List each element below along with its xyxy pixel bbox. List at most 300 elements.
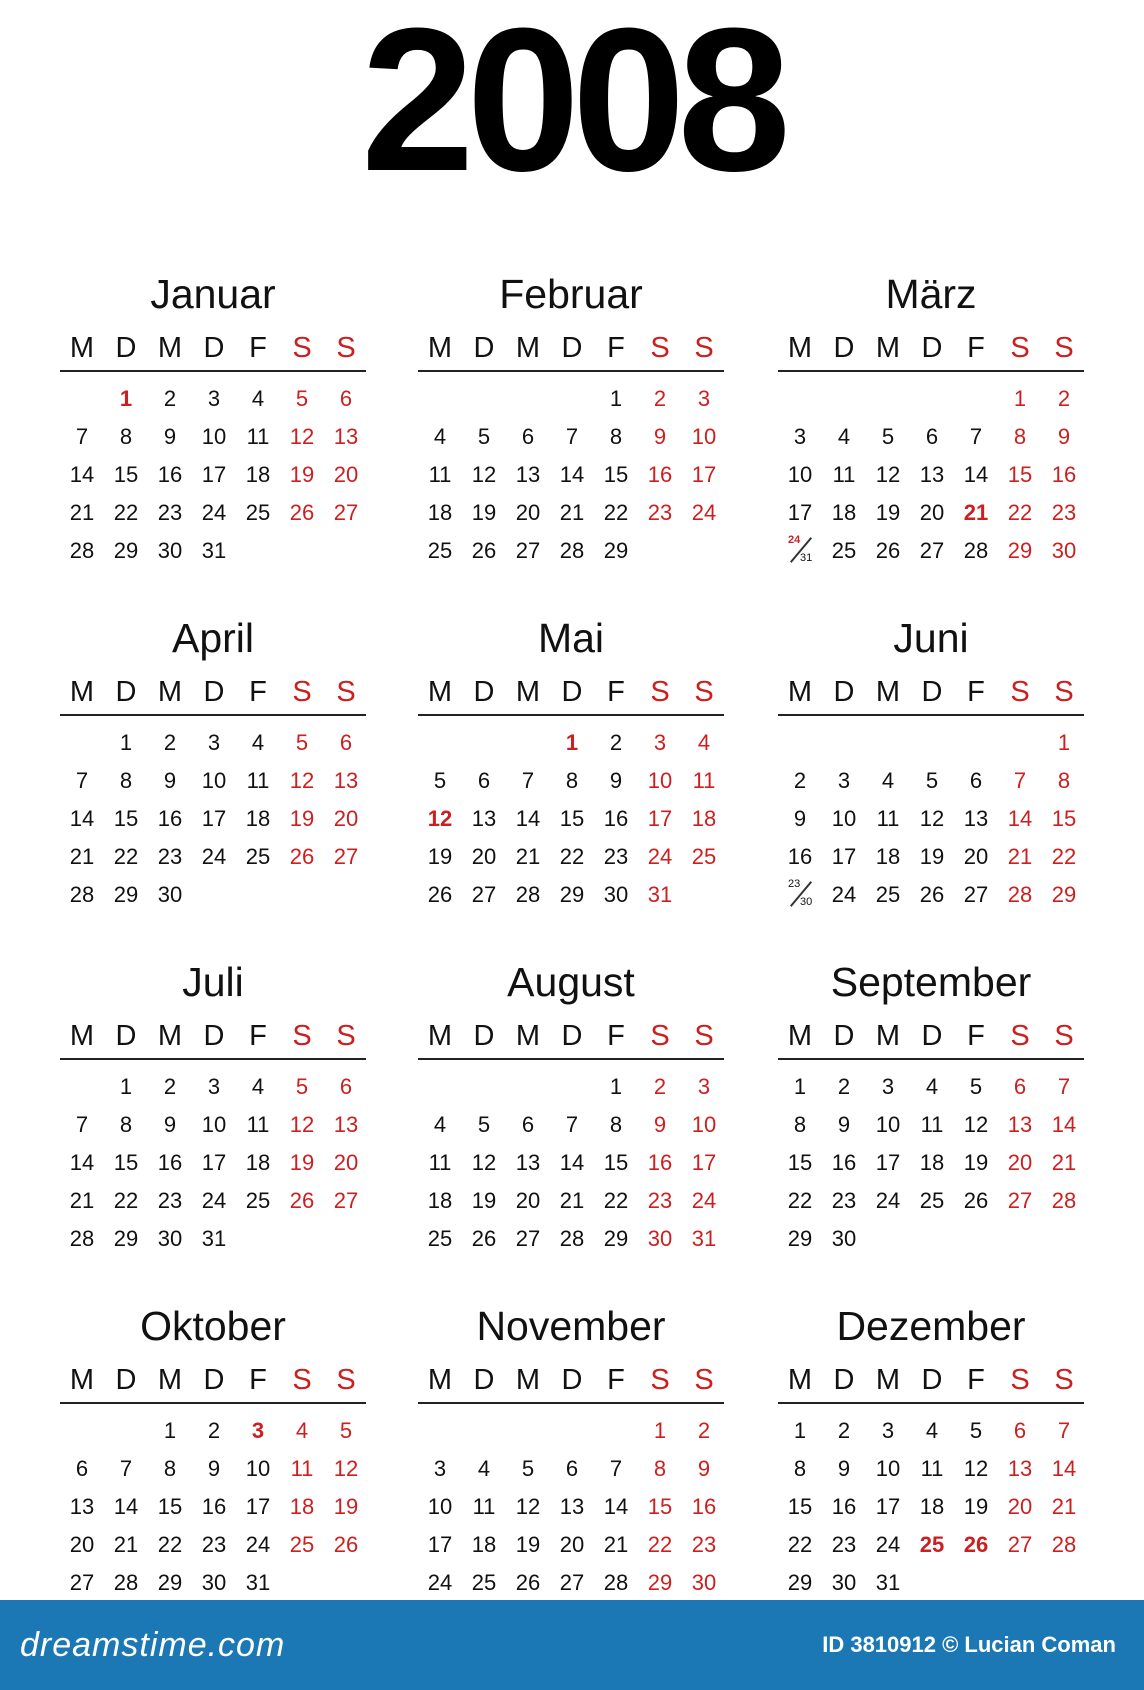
day-cell: 11: [246, 424, 270, 449]
day-cell: 22: [113, 844, 139, 869]
weekday-label: S: [336, 1364, 356, 1396]
day-cell: 16: [831, 1150, 857, 1175]
day-cell: 3: [697, 386, 711, 411]
day-cell: 6: [339, 1074, 353, 1099]
day-cell: 4: [433, 424, 447, 449]
day-cell: 30: [691, 1570, 717, 1595]
day-split-bottom: 30: [800, 896, 813, 908]
weekday-label: S: [336, 332, 356, 364]
day-cell: 26: [289, 500, 315, 525]
day-cell: 5: [969, 1418, 983, 1443]
weekday-label: S: [1054, 1020, 1074, 1052]
day-cell: 23: [831, 1188, 857, 1213]
weekday-label: S: [292, 676, 312, 708]
month-april: [60, 594, 366, 907]
day-cell: 24: [201, 500, 227, 525]
day-cell: 7: [565, 1112, 579, 1137]
day-cell: 19: [963, 1494, 989, 1519]
weekday-label: M: [427, 1020, 453, 1052]
weekday-label: F: [967, 1020, 985, 1052]
day-cell: 3: [207, 386, 221, 411]
day-cell: 24: [647, 844, 673, 869]
day-cell: 4: [251, 386, 265, 411]
day-cell: 16: [1051, 462, 1077, 487]
day-cell: 20: [515, 500, 541, 525]
day-cell: 16: [157, 462, 183, 487]
day-cell: 27: [333, 844, 359, 869]
weekday-label: M: [69, 332, 95, 364]
day-cell: 17: [875, 1150, 901, 1175]
day-cell: 23: [201, 1532, 227, 1557]
day-cell: 18: [919, 1494, 945, 1519]
header-rule: [60, 370, 366, 372]
weekday-label: D: [473, 332, 495, 364]
day-cell: 3: [837, 768, 851, 793]
day-cell: 27: [69, 1570, 95, 1595]
day-cell: 22: [787, 1188, 813, 1213]
weekday-label: S: [292, 1020, 312, 1052]
header-rule: [60, 714, 366, 716]
weekday-label: D: [833, 332, 855, 364]
day-cell: 28: [113, 1570, 139, 1595]
day-cell: 2: [163, 386, 177, 411]
day-cell: 25: [831, 538, 857, 563]
day-cell: 17: [787, 500, 813, 525]
day-cell: 4: [251, 730, 265, 755]
day-cell: 9: [837, 1112, 851, 1137]
day-cell: 17: [201, 806, 227, 831]
day-cell: 27: [559, 1570, 585, 1595]
day-cell: 25: [691, 844, 717, 869]
header-rule: [418, 370, 724, 372]
day-cell: 29: [647, 1570, 673, 1595]
day-cell: 16: [201, 1494, 227, 1519]
day-cell: 4: [295, 1418, 309, 1443]
month-november: [418, 1282, 724, 1595]
day-cell: 9: [793, 806, 807, 831]
day-cell: 22: [113, 1188, 139, 1213]
weekday-label: D: [473, 1364, 495, 1396]
header-rule: [778, 1058, 1084, 1060]
day-cell: 16: [691, 1494, 717, 1519]
weekday-label: M: [787, 1364, 813, 1396]
day-cell: 9: [697, 1456, 711, 1481]
day-cell: 15: [113, 1150, 139, 1175]
day-cell: 21: [963, 500, 989, 525]
weekday-label: D: [473, 676, 495, 708]
day-cell: 19: [963, 1150, 989, 1175]
day-cell: 9: [1057, 424, 1071, 449]
weekday-label: D: [473, 1020, 495, 1052]
day-cell: 13: [333, 424, 359, 449]
weekday-label: F: [967, 676, 985, 708]
weekday-header: [778, 672, 1086, 712]
day-cell: 14: [1051, 1456, 1077, 1481]
month-name: Oktober: [140, 1303, 286, 1349]
day-cell: 3: [881, 1074, 895, 1099]
day-cell: 4: [251, 1074, 265, 1099]
day-cell: 18: [245, 462, 271, 487]
day-cell: 7: [75, 768, 89, 793]
day-cell: 15: [559, 806, 585, 831]
header-rule: [60, 1402, 366, 1404]
day-cell: 4: [697, 730, 711, 755]
day-cell: 21: [515, 844, 541, 869]
day-cell: 3: [793, 424, 807, 449]
weekday-label: M: [69, 1020, 95, 1052]
day-cell: 21: [113, 1532, 139, 1557]
day-cell: 20: [333, 806, 359, 831]
weekday-header: [418, 672, 726, 712]
weekday-label: D: [921, 1364, 943, 1396]
day-cell: 9: [163, 768, 177, 793]
day-cell: 25: [245, 500, 271, 525]
weekday-label: M: [427, 676, 453, 708]
day-cell: 24: [875, 1532, 901, 1557]
day-cell: 11: [832, 462, 856, 487]
weekday-label: D: [203, 676, 225, 708]
day-cell: 12: [963, 1456, 989, 1481]
day-split-cell: [778, 876, 822, 914]
weekday-header: [60, 328, 368, 368]
month-september: [778, 938, 1084, 1251]
weekday-label: F: [607, 1364, 625, 1396]
day-cell: 15: [603, 462, 629, 487]
day-cell: 14: [69, 1150, 95, 1175]
day-cell: 13: [69, 1494, 95, 1519]
day-cell: 19: [289, 1150, 315, 1175]
day-cell: 27: [1007, 1188, 1033, 1213]
day-cell: 20: [963, 844, 989, 869]
day-cell: 16: [787, 844, 813, 869]
day-cell: 22: [647, 1532, 673, 1557]
day-cell: 28: [963, 538, 989, 563]
day-cell: 13: [919, 462, 945, 487]
day-cell: 7: [609, 1456, 623, 1481]
day-cell: 20: [333, 1150, 359, 1175]
day-cell: 30: [157, 1226, 183, 1251]
day-cell: 10: [875, 1456, 901, 1481]
day-cell: 2: [653, 1074, 667, 1099]
day-cell: 20: [471, 844, 497, 869]
day-cell: 23: [157, 1188, 183, 1213]
day-cell: 6: [925, 424, 939, 449]
day-cell: 4: [925, 1418, 939, 1443]
day-cell: 20: [1007, 1494, 1033, 1519]
day-cell: 16: [647, 1150, 673, 1175]
day-cell: 25: [245, 1188, 271, 1213]
day-cell: 8: [653, 1456, 667, 1481]
weekday-label: M: [787, 1020, 813, 1052]
day-cell: 21: [69, 1188, 95, 1213]
month-mai: [418, 594, 724, 907]
day-cell: 23: [1051, 500, 1077, 525]
weekday-label: M: [875, 332, 901, 364]
weekday-header: [60, 672, 368, 712]
day-cell: 27: [1007, 1532, 1033, 1557]
weekday-label: S: [1010, 676, 1030, 708]
day-cell: 22: [603, 500, 629, 525]
weekday-label: S: [650, 676, 670, 708]
day-cell: 29: [1007, 538, 1033, 563]
day-cell: 7: [521, 768, 535, 793]
day-cell: 19: [471, 1188, 497, 1213]
day-cell: 8: [609, 424, 623, 449]
day-cell: 7: [565, 424, 579, 449]
day-cell: 1: [1057, 730, 1071, 755]
day-cell: 8: [163, 1456, 177, 1481]
day-cell: 27: [515, 538, 541, 563]
day-cell: 15: [647, 1494, 673, 1519]
day-cell: 25: [875, 882, 901, 907]
day-cell: 17: [647, 806, 673, 831]
day-cell: 29: [559, 882, 585, 907]
day-cell: 5: [339, 1418, 353, 1443]
day-cell: 28: [603, 1570, 629, 1595]
day-cell: 20: [515, 1188, 541, 1213]
weekday-label: S: [650, 1020, 670, 1052]
day-cell: 23: [647, 500, 673, 525]
weekday-label: F: [967, 1364, 985, 1396]
day-cell: 16: [603, 806, 629, 831]
weekday-label: M: [515, 1364, 541, 1396]
day-cell: 18: [427, 1188, 453, 1213]
day-cell: 9: [653, 424, 667, 449]
day-cell: 29: [1051, 882, 1077, 907]
day-cell: 6: [339, 386, 353, 411]
day-cell: 24: [875, 1188, 901, 1213]
weekday-label: D: [115, 332, 137, 364]
weekday-header: [418, 328, 726, 368]
day-cell: 5: [477, 1112, 491, 1137]
weekday-label: D: [203, 1364, 225, 1396]
day-cell: 5: [433, 768, 447, 793]
weekday-label: M: [875, 1020, 901, 1052]
day-cell: 2: [653, 386, 667, 411]
day-cell: 8: [119, 424, 133, 449]
day-cell: 22: [113, 500, 139, 525]
month-oktober: [60, 1282, 366, 1595]
month-august: [418, 938, 724, 1251]
image-credit: ID 3810912 © Lucian Coman: [822, 1632, 1116, 1657]
day-cell: 15: [1051, 806, 1077, 831]
day-cell: 18: [245, 806, 271, 831]
weekday-label: F: [607, 1020, 625, 1052]
weekday-label: D: [921, 332, 943, 364]
day-cell: 10: [245, 1456, 271, 1481]
day-cell: 21: [1007, 844, 1033, 869]
day-cell: 5: [969, 1074, 983, 1099]
day-split-cell: [778, 532, 822, 570]
day-cell: 12: [289, 424, 315, 449]
day-cell: 7: [75, 1112, 89, 1137]
weekday-label: S: [694, 1364, 714, 1396]
day-cell: 17: [691, 462, 717, 487]
day-cell: 2: [1057, 386, 1071, 411]
day-cell: 12: [471, 1150, 497, 1175]
day-cell: 30: [157, 538, 183, 563]
day-cell: 2: [163, 730, 177, 755]
day-cell: 2: [837, 1074, 851, 1099]
day-cell: 1: [119, 386, 133, 411]
weekday-label: M: [157, 332, 183, 364]
weekday-label: D: [921, 676, 943, 708]
weekday-label: M: [427, 332, 453, 364]
day-cell: 13: [333, 1112, 359, 1137]
day-cell: 4: [433, 1112, 447, 1137]
day-split-bottom: 31: [800, 552, 813, 564]
day-cell: 20: [559, 1532, 585, 1557]
month-name: Juli: [182, 959, 244, 1005]
day-cell: 28: [1051, 1532, 1077, 1557]
weekday-label: D: [561, 1364, 583, 1396]
day-cell: 3: [251, 1418, 265, 1443]
weekday-header: [778, 1360, 1086, 1400]
day-cell: 21: [69, 844, 95, 869]
day-cell: 23: [647, 1188, 673, 1213]
day-cell: 24: [691, 1188, 717, 1213]
day-cell: 23: [831, 1532, 857, 1557]
day-cell: 6: [477, 768, 491, 793]
day-cell: 20: [919, 500, 945, 525]
weekday-label: M: [515, 676, 541, 708]
weekday-label: M: [157, 1020, 183, 1052]
day-cell: 9: [609, 768, 623, 793]
day-cell: 11: [692, 768, 716, 793]
day-cell: 14: [603, 1494, 629, 1519]
day-cell: 7: [119, 1456, 133, 1481]
weekday-label: F: [249, 332, 267, 364]
day-cell: 8: [119, 1112, 133, 1137]
day-cell: 6: [521, 424, 535, 449]
day-cell: 26: [963, 1188, 989, 1213]
day-cell: 18: [471, 1532, 497, 1557]
day-cell: 31: [875, 1570, 901, 1595]
weekday-label: S: [1010, 1364, 1030, 1396]
weekday-label: M: [875, 676, 901, 708]
day-cell: 17: [691, 1150, 717, 1175]
weekday-label: S: [1010, 1020, 1030, 1052]
day-cell: 27: [471, 882, 497, 907]
weekday-label: D: [833, 1364, 855, 1396]
day-cell: 13: [1007, 1456, 1033, 1481]
day-cell: 13: [515, 1150, 541, 1175]
day-cell: 10: [201, 1112, 227, 1137]
day-cell: 11: [876, 806, 900, 831]
day-cell: 25: [919, 1188, 945, 1213]
day-cell: 19: [875, 500, 901, 525]
day-cell: 14: [559, 462, 585, 487]
day-cell: 14: [963, 462, 989, 487]
day-cell: 8: [793, 1112, 807, 1137]
day-cell: 12: [963, 1112, 989, 1137]
day-cell: 10: [875, 1112, 901, 1137]
weekday-label: M: [875, 1364, 901, 1396]
day-cell: 11: [920, 1456, 944, 1481]
day-cell: 30: [201, 1570, 227, 1595]
day-cell: 11: [246, 768, 270, 793]
day-cell: 29: [113, 1226, 139, 1251]
day-cell: 19: [919, 844, 945, 869]
day-cell: 28: [1007, 882, 1033, 907]
day-cell: 2: [793, 768, 807, 793]
day-cell: 17: [427, 1532, 453, 1557]
day-cell: 6: [75, 1456, 89, 1481]
day-cell: 13: [471, 806, 497, 831]
day-cell: 11: [920, 1112, 944, 1137]
day-cell: 21: [603, 1532, 629, 1557]
day-cell: 1: [1013, 386, 1027, 411]
day-cell: 15: [113, 462, 139, 487]
day-cell: 22: [603, 1188, 629, 1213]
month-name: März: [885, 271, 977, 317]
day-cell: 24: [427, 1570, 453, 1595]
day-cell: 14: [1007, 806, 1033, 831]
day-cell: 15: [787, 1494, 813, 1519]
day-cell: 27: [919, 538, 945, 563]
day-cell: 2: [207, 1418, 221, 1443]
month-name: Februar: [499, 271, 643, 317]
day-cell: 25: [245, 844, 271, 869]
weekday-label: F: [967, 332, 985, 364]
day-cell: 15: [113, 806, 139, 831]
day-cell: 22: [157, 1532, 183, 1557]
day-cell: 24: [201, 1188, 227, 1213]
day-cell: 11: [246, 1112, 270, 1137]
day-cell: 15: [787, 1150, 813, 1175]
day-cell: 18: [875, 844, 901, 869]
day-cell: 30: [603, 882, 629, 907]
day-cell: 13: [1007, 1112, 1033, 1137]
weekday-label: D: [203, 1020, 225, 1052]
day-cell: 28: [69, 538, 95, 563]
day-cell: 18: [427, 500, 453, 525]
day-cell: 22: [787, 1532, 813, 1557]
day-cell: 3: [881, 1418, 895, 1443]
day-cell: 20: [333, 462, 359, 487]
day-cell: 1: [793, 1074, 807, 1099]
day-split-top: 23: [788, 878, 801, 890]
weekday-label: S: [694, 332, 714, 364]
day-cell: 5: [295, 1074, 309, 1099]
day-cell: 1: [653, 1418, 667, 1443]
day-cell: 10: [427, 1494, 453, 1519]
day-cell: 18: [691, 806, 717, 831]
day-cell: 14: [113, 1494, 139, 1519]
day-cell: 20: [1007, 1150, 1033, 1175]
weekday-label: M: [787, 676, 813, 708]
day-cell: 16: [157, 1150, 183, 1175]
day-cell: 25: [919, 1532, 945, 1557]
weekday-label: D: [561, 1020, 583, 1052]
day-cell: 5: [295, 730, 309, 755]
weekday-label: D: [561, 332, 583, 364]
day-cell: 24: [831, 882, 857, 907]
day-cell: 3: [653, 730, 667, 755]
day-cell: 26: [333, 1532, 359, 1557]
day-cell: 26: [515, 1570, 541, 1595]
day-cell: 30: [831, 1570, 857, 1595]
day-cell: 11: [428, 1150, 452, 1175]
day-cell: 12: [427, 806, 453, 831]
weekday-label: D: [921, 1020, 943, 1052]
header-rule: [778, 370, 1084, 372]
day-cell: 3: [433, 1456, 447, 1481]
day-cell: 17: [201, 1150, 227, 1175]
day-cell: 10: [831, 806, 857, 831]
day-cell: 29: [603, 1226, 629, 1251]
month-name: August: [507, 959, 635, 1005]
